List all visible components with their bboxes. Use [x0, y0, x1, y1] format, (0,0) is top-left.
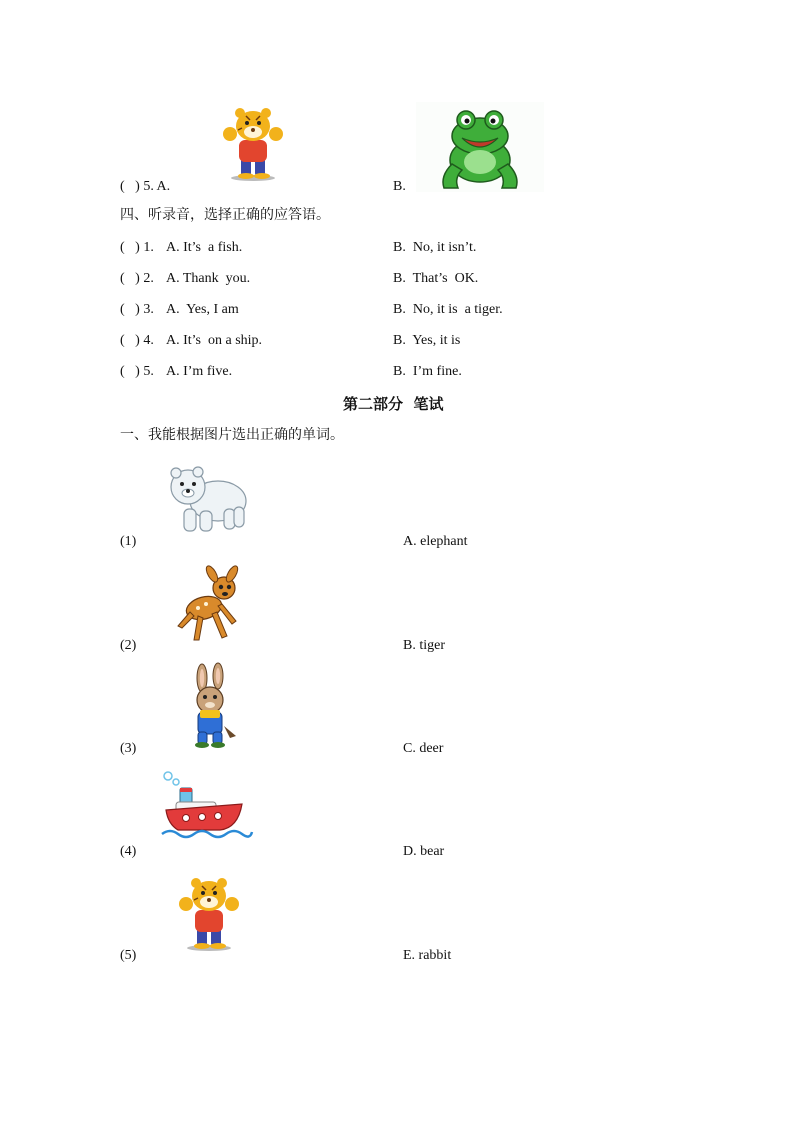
s4-item3-b: B. No, it is a tiger. — [393, 302, 503, 317]
s1-item1-word: A. elephant — [403, 534, 468, 549]
s1-item4-word: D. bear — [403, 844, 445, 859]
rabbit-icon — [184, 664, 238, 750]
rabbit-picture — [184, 664, 238, 750]
tiger-picture-bottom — [178, 876, 240, 952]
s4-item1-a: A. It’s a fish. — [166, 240, 243, 255]
s1-item3-word: C. deer — [403, 741, 444, 756]
tiger-icon — [178, 876, 240, 952]
s4-item2-a: A. Thank you. — [166, 271, 251, 286]
s4-item1-b: B. No, it isn’t. — [393, 240, 477, 255]
s1-item2-word: B. tiger — [403, 638, 445, 653]
s4-item1-number: ( ) 1. — [120, 240, 154, 255]
section4-heading: 四、听录音，选择正确的应答语。 — [120, 207, 330, 223]
s1-item5-number: (5) — [120, 948, 137, 963]
s1-item4-number: (4) — [120, 844, 137, 859]
tiger-icon — [222, 106, 284, 182]
top-item5-option-b: B. — [393, 179, 406, 194]
s1-item1-number: (1) — [120, 534, 137, 549]
polar-bear-icon — [168, 463, 248, 535]
deer-picture — [174, 566, 242, 648]
s4-item3-a: A. Yes, I am — [166, 302, 239, 317]
s4-item5-b: B. I’m fine. — [393, 364, 462, 379]
top-item5-number: ( ) 5. A. — [120, 179, 171, 194]
s1-item3-number: (3) — [120, 741, 137, 756]
s4-item4-number: ( ) 4. — [120, 333, 154, 348]
s4-item3-number: ( ) 3. — [120, 302, 154, 317]
frog-picture — [416, 102, 544, 192]
s4-item2-b: B. That’s OK. — [393, 271, 479, 286]
s4-item4-b: B. Yes, it is — [393, 333, 461, 348]
deer-icon — [174, 566, 242, 648]
s1-item2-number: (2) — [120, 638, 137, 653]
frog-icon — [416, 102, 544, 192]
part2-title: 第二部分 笔试 — [343, 395, 444, 413]
bear-picture — [168, 463, 248, 535]
ship-icon — [160, 770, 254, 842]
tiger-picture-top — [222, 106, 284, 182]
s1-item5-word: E. rabbit — [403, 948, 452, 963]
section1-heading: 一、我能根据图片选出正确的单词。 — [120, 427, 344, 443]
ship-picture — [160, 770, 254, 842]
s4-item4-a: A. It’s on a ship. — [166, 333, 263, 348]
s4-item2-number: ( ) 2. — [120, 271, 154, 286]
s4-item5-a: A. I’m five. — [166, 364, 233, 379]
s4-item5-number: ( ) 5. — [120, 364, 154, 379]
